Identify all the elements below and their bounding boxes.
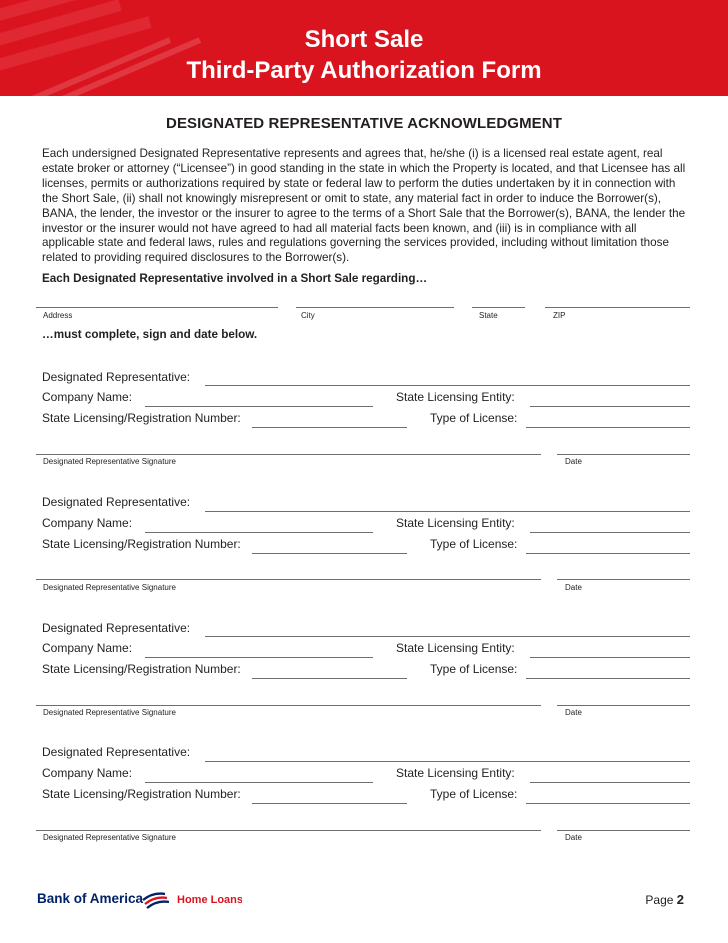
designated-rep-field[interactable] — [205, 636, 690, 637]
designated-rep-label: Designated Representative: — [42, 621, 191, 635]
type-of-license-label: Type of License: — [430, 411, 518, 425]
license-number-field[interactable] — [252, 678, 407, 679]
license-number-field[interactable] — [252, 553, 407, 554]
state-label: State — [479, 311, 498, 320]
page-label: Page — [645, 893, 674, 907]
section-title: DESIGNATED REPRESENTATIVE ACKNOWLEDGMENT — [166, 115, 562, 132]
state-licensing-entity-label: State Licensing Entity: — [396, 516, 515, 530]
designated-rep-label: Designated Representative: — [42, 370, 191, 384]
license-number-field[interactable] — [252, 427, 407, 428]
state-licensing-entity-field[interactable] — [530, 406, 690, 407]
signature-field[interactable] — [36, 705, 541, 706]
type-of-license-field[interactable] — [526, 553, 690, 554]
acknowledgment-paragraph: Each undersigned Designated Representative represents and agrees that, he/she (i) is a licensed real estate agent, real estate broker or attorney (“Licensee”) in good standing in the state in which the Property is located, and that Licensee has all licenses, permits or authorizations required by state or federal law to perform the duties undertaken by it in connection with the Short Sale, (ii) shall not knowingly misrepresent or omit to state, any material fact in order to induce the Borrower(s), BANA, the lender, the investor or the insurer to agree to the terms of a Short Sale that the Borrower(s), BANA, the lender the investor or the insurer would not have agreed to had all material facts been known, and (iii) is in compliance with all applicable state and federal laws, rules and regulations governing the services provided, including without limitation those related to providing required disclosures to the Borrower(s). — [42, 147, 686, 265]
signature-label: Designated Representative Signature — [43, 457, 176, 466]
zip-label: ZIP — [553, 311, 566, 320]
date-label: Date — [565, 583, 582, 592]
signature-field[interactable] — [36, 454, 541, 455]
company-name-field[interactable] — [145, 532, 373, 533]
date-field[interactable] — [557, 454, 690, 455]
company-name-field[interactable] — [145, 782, 373, 783]
header-banner — [0, 0, 728, 96]
flag-icon — [143, 894, 169, 908]
city-field[interactable] — [296, 307, 454, 308]
page-number-value: 2 — [676, 892, 684, 907]
signature-field[interactable] — [36, 830, 541, 831]
signature-label: Designated Representative Signature — [43, 583, 176, 592]
company-name-field[interactable] — [145, 657, 373, 658]
bank-of-america-home-loans-logo — [37, 888, 242, 910]
type-of-license-field[interactable] — [526, 678, 690, 679]
state-licensing-entity-label: State Licensing Entity: — [396, 641, 515, 655]
type-of-license-field[interactable] — [526, 427, 690, 428]
signature-label: Designated Representative Signature — [43, 833, 176, 842]
type-of-license-label: Type of License: — [430, 537, 518, 551]
license-number-field[interactable] — [252, 803, 407, 804]
license-number-label: State Licensing/Registration Number: — [42, 787, 241, 801]
intro-line: Each Designated Representative involved in a Short Sale regarding… — [42, 272, 428, 285]
state-licensing-entity-label: State Licensing Entity: — [396, 390, 515, 404]
license-number-label: State Licensing/Registration Number: — [42, 662, 241, 676]
designated-rep-field[interactable] — [205, 511, 690, 512]
city-label: City — [301, 311, 315, 320]
company-name-label: Company Name: — [42, 766, 133, 780]
date-label: Date — [565, 708, 582, 717]
logo-graphic — [37, 888, 242, 910]
company-name-label: Company Name: — [42, 390, 133, 404]
designated-rep-label: Designated Representative: — [42, 495, 191, 509]
state-licensing-entity-label: State Licensing Entity: — [396, 766, 515, 780]
logo-subtext: Home Loans — [177, 894, 242, 906]
designated-rep-field[interactable] — [205, 761, 690, 762]
license-number-label: State Licensing/Registration Number: — [42, 537, 241, 551]
state-licensing-entity-field[interactable] — [530, 657, 690, 658]
state-licensing-entity-field[interactable] — [530, 782, 690, 783]
must-complete-line: …must complete, sign and date below. — [42, 328, 258, 341]
designated-rep-field[interactable] — [205, 385, 690, 386]
state-licensing-entity-field[interactable] — [530, 532, 690, 533]
page-number — [645, 892, 684, 907]
company-name-field[interactable] — [145, 406, 373, 407]
signature-field[interactable] — [36, 579, 541, 580]
type-of-license-label: Type of License: — [430, 662, 518, 676]
form-title-line1: Short Sale — [304, 26, 424, 53]
type-of-license-label: Type of License: — [430, 787, 518, 801]
zip-field[interactable] — [545, 307, 690, 308]
license-number-label: State Licensing/Registration Number: — [42, 411, 241, 425]
date-field[interactable] — [557, 705, 690, 706]
date-field[interactable] — [557, 830, 690, 831]
state-field[interactable] — [472, 307, 525, 308]
type-of-license-field[interactable] — [526, 803, 690, 804]
address-field[interactable] — [36, 307, 278, 308]
address-label: Address — [43, 311, 73, 320]
signature-label: Designated Representative Signature — [43, 708, 176, 717]
company-name-label: Company Name: — [42, 641, 133, 655]
form-title-line2: Third-Party Authorization Form — [186, 57, 542, 84]
designated-rep-label: Designated Representative: — [42, 745, 191, 759]
date-field[interactable] — [557, 579, 690, 580]
date-label: Date — [565, 833, 582, 842]
company-name-label: Company Name: — [42, 516, 133, 530]
date-label: Date — [565, 457, 582, 466]
logo-wordmark: Bank of America — [37, 891, 144, 906]
